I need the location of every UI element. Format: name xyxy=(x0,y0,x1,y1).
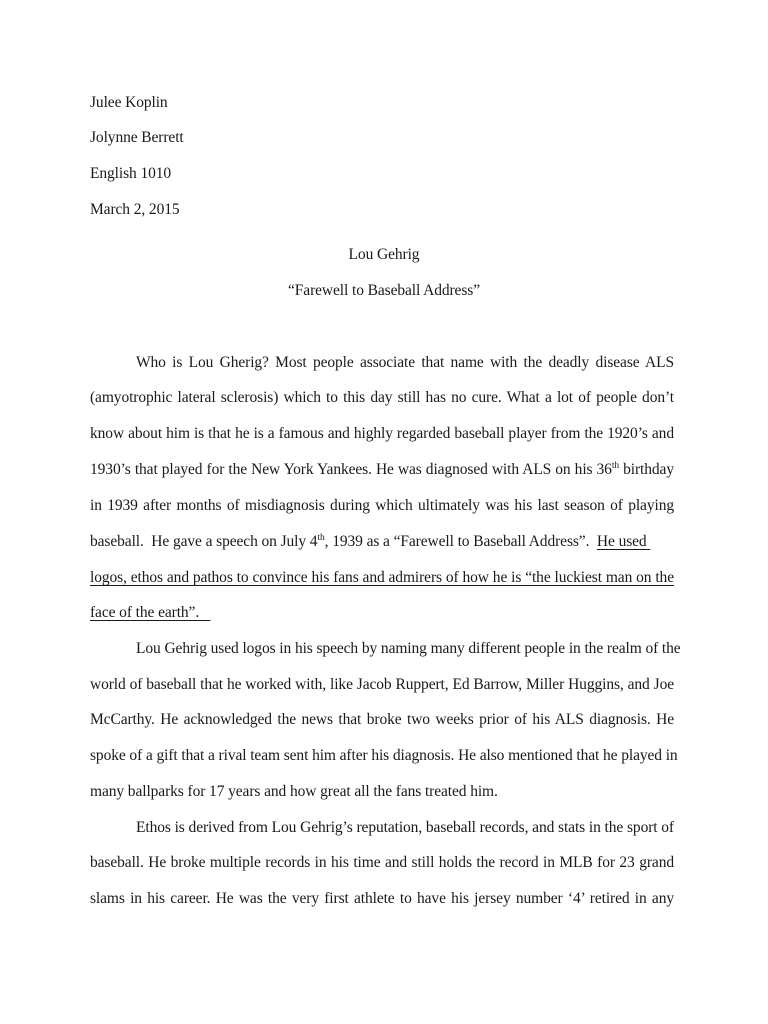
paragraph-line: many ballparks for 17 years and how great all the fans treated him. xyxy=(90,783,498,800)
paragraph-line: (amyotrophic lateral sclerosis) which to this day still has no cure. What a lot of people don’t xyxy=(90,389,674,406)
paragraph-line: know about him is that he is a famous and highly regarded baseball player from the 1920’s and xyxy=(90,425,674,442)
paragraph-line: Lou Gehrig used logos in his speech by naming many different people in the realm of the xyxy=(136,640,681,657)
text-run: baseball. He gave a speech on July 4 xyxy=(90,533,318,550)
text-run: , 1939 as a “Farewell to Baseball Address”. xyxy=(324,533,597,550)
text-run: 1930’s that played for the New York Yankees. He was diagnosed with ALS on his 36 xyxy=(90,461,612,478)
essay-title: Lou Gehrig xyxy=(348,246,420,263)
paragraph-line: baseball. He broke multiple records in his time and still holds the record in MLB for 23 grand xyxy=(90,854,674,871)
paragraph-line: in 1939 after months of misdiagnosis during which ultimately was his last season of playing xyxy=(90,497,674,514)
essay-date: March 2, 2015 xyxy=(90,201,180,218)
paragraph-line: slams in his career. He was the very first athlete to have his jersey number ‘4’ retired in any xyxy=(90,890,674,907)
author-name: Julee Koplin xyxy=(90,94,168,111)
thesis-underlined-text: logos, ethos and pathos to convince his fans and admirers of how he is “the luckiest man on the xyxy=(90,569,674,586)
paragraph-line xyxy=(90,460,674,480)
paragraph-line: world of baseball that he worked with, like Jacob Ruppert, Ed Barrow, Miller Huggins, and Joe xyxy=(90,676,674,693)
instructor-name: Jolynne Berrett xyxy=(90,129,184,146)
text-run: birthday xyxy=(619,461,674,478)
thesis-underlined-text: face of the earth”. xyxy=(90,604,211,621)
paragraph-line: Who is Lou Gherig? Most people associate that name with the deadly disease ALS xyxy=(136,354,674,371)
paragraph-line: McCarthy. He acknowledged the news that broke two weeks prior of his ALS diagnosis. He xyxy=(90,711,674,728)
superscript: th xyxy=(611,461,620,471)
thesis-underlined-text: He used xyxy=(596,533,651,550)
course-name: English 1010 xyxy=(90,165,172,182)
superscript: th xyxy=(317,533,325,543)
paragraph-line xyxy=(90,532,674,552)
essay-subtitle: “Farewell to Baseball Address” xyxy=(288,282,480,299)
paragraph-line: spoke of a gift that a rival team sent him after his diagnosis. He also mentioned that he played in xyxy=(90,747,678,764)
paragraph-line: Ethos is derived from Lou Gehrig’s reputation, baseball records, and stats in the sport of xyxy=(136,819,674,836)
